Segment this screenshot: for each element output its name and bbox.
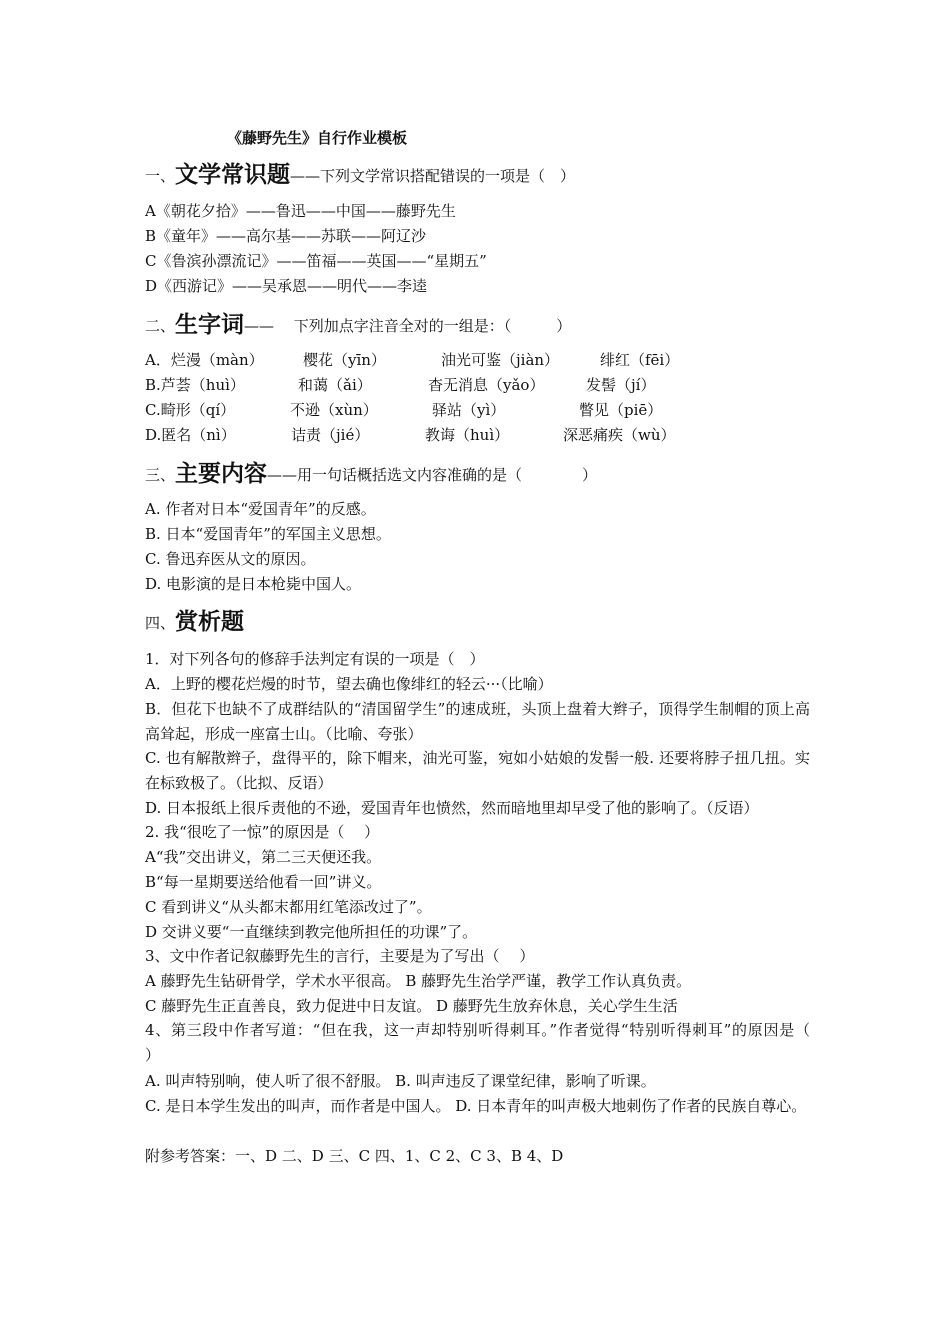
pinyin-item: 和蔼（ǎi）: [298, 376, 372, 394]
pinyin-item: 诘责（jié）: [291, 426, 370, 444]
question-1-option-d: D. 日本报纸上很斥责他的不逊，爱国青年也愤然，然而暗地里却早受了他的影响了。（反语）: [145, 799, 759, 817]
option-line: B《童年》——高尔基——苏联——阿辽沙: [145, 227, 427, 245]
question-2-option-b: B“每一星期要送给他看一回”讲义。: [145, 873, 382, 891]
document-title: 《藤野先生》自行作业模板: [227, 129, 408, 147]
question-3: 3、文中作者记叙藤野先生的言行，主要是为了写出（ ）: [145, 947, 535, 965]
pinyin-item: 绯红（fēi）: [600, 351, 680, 369]
section-prompt: ——用一句话概括选文内容准确的是（ ）: [267, 466, 598, 484]
section-number: 四、: [145, 614, 176, 632]
section-title: 生字词: [175, 312, 245, 338]
pinyin-item: 驿站（yì）: [432, 401, 506, 419]
option-line: A. 作者对日本“爱国青年”的反感。: [145, 500, 376, 518]
section-3-heading: [145, 459, 597, 490]
question-4-options-cd: C. 是日本学生发出的叫声，而作者是中国人。 D. 日本青年的叫声极大地刺伤了作者的民族自尊心。: [145, 1097, 807, 1115]
pinyin-item: 樱花（yīn）: [303, 351, 386, 369]
section-number: 一、: [145, 167, 176, 185]
option-line: D《西游记》——吴承恩——明代——李逵: [145, 277, 428, 295]
question-2-option-d: D 交讲义要“一直继续到教完他所担任的功课”了。: [145, 923, 478, 941]
option-line: C. 鲁迅弃医从文的原因。: [145, 550, 316, 568]
section-prompt: ——下列文学常识搭配错误的一项是（ ）: [290, 167, 576, 185]
answer-key: 附参考答案：一、D 二、D 三、C 四、1、C 2、C 3、B 4、D: [145, 1147, 564, 1165]
option-line: C《鲁滨孙漂流记》——笛福——英国——“星期五”: [145, 252, 487, 270]
pinyin-item: 发髻（jí）: [586, 376, 656, 394]
section-title: 赏析题: [175, 609, 245, 635]
question-1-option-c: C. 也有解散辫子，盘得平的，除下帽来，油光可鉴，宛如小姑娘的发髻一般. 还要将脖子扭几扭。实在标致极了。（比拟、反语）: [145, 749, 810, 792]
pinyin-item: C.畸形（qí）: [145, 401, 236, 419]
question-1-option-b: B．但花下也缺不了成群结队的“清国留学生”的速成班，头顶上盘着大辫子，顶得学生制帽的顶上高高耸起，形成一座富士山。（比喻、夸张）: [145, 700, 810, 743]
question-4-options-ab: A. 叫声特别响，使人听了很不舒服。 B. 叫声违反了课堂纪律，影响了听课。: [145, 1072, 656, 1090]
question-2-option-a: A“我”交出讲义，第二三天便还我。: [145, 848, 382, 866]
pinyin-item: 深恶痛疾（wù）: [563, 426, 676, 444]
section-title: 文学常识题: [175, 162, 291, 188]
pinyin-item: B.芦荟（huì）: [145, 376, 245, 394]
question-2: 2. 我“很吃了一惊”的原因是（ ）: [145, 823, 380, 841]
pinyin-item: 杳无消息（yǎo）: [428, 376, 545, 394]
option-line: A《朝花夕拾》——鲁迅——中国——藤野先生: [145, 202, 456, 220]
section-number: 二、: [145, 317, 176, 335]
section-4-heading: [145, 607, 244, 638]
section-2-heading: [145, 310, 571, 341]
question-2-option-c: C 看到讲义“从头都末都用红笔添改过了”。: [145, 898, 432, 916]
pinyin-item: A．烂漫（màn）: [145, 351, 264, 369]
pinyin-item: 油光可鉴（jiàn）: [441, 351, 560, 369]
pinyin-item: 瞥见（piē）: [579, 401, 663, 419]
question-1-option-a: A．上野的樱花烂熳的时节，望去确也像绯红的轻云···（比喻）: [145, 675, 553, 693]
question-1: 1．对下列各句的修辞手法判定有误的一项是（ ）: [145, 650, 485, 668]
question-3-options-cd: C 藤野先生正直善良，致力促进中日友谊。 D 藤野先生放弃休息，关心学生生活: [145, 997, 678, 1015]
section-prompt: —— 下列加点字注音全对的一组是：（ ）: [244, 317, 572, 335]
pinyin-item: 教诲（huì）: [425, 426, 510, 444]
pinyin-item: 不逊（xùn）: [290, 401, 378, 419]
section-title: 主要内容: [175, 461, 268, 487]
pinyin-item: D.匿名（nì）: [145, 426, 236, 444]
option-line: D. 电影演的是日本枪毙中国人。: [145, 575, 362, 593]
question-3-options-ab: A 藤野先生钻研骨学，学术水平很高。 B 藤野先生治学严谨，教学工作认真负责。: [145, 972, 692, 990]
question-4: 4、第三段中作者写道：“但在我，这一声却特别听得刺耳。”作者觉得“特别听得刺耳”的原因是（ ）: [145, 1021, 890, 1064]
section-number: 三、: [145, 466, 176, 484]
option-line: B. 日本“爱国青年”的军国主义思想。: [145, 525, 391, 543]
section-1-heading: [145, 160, 575, 191]
